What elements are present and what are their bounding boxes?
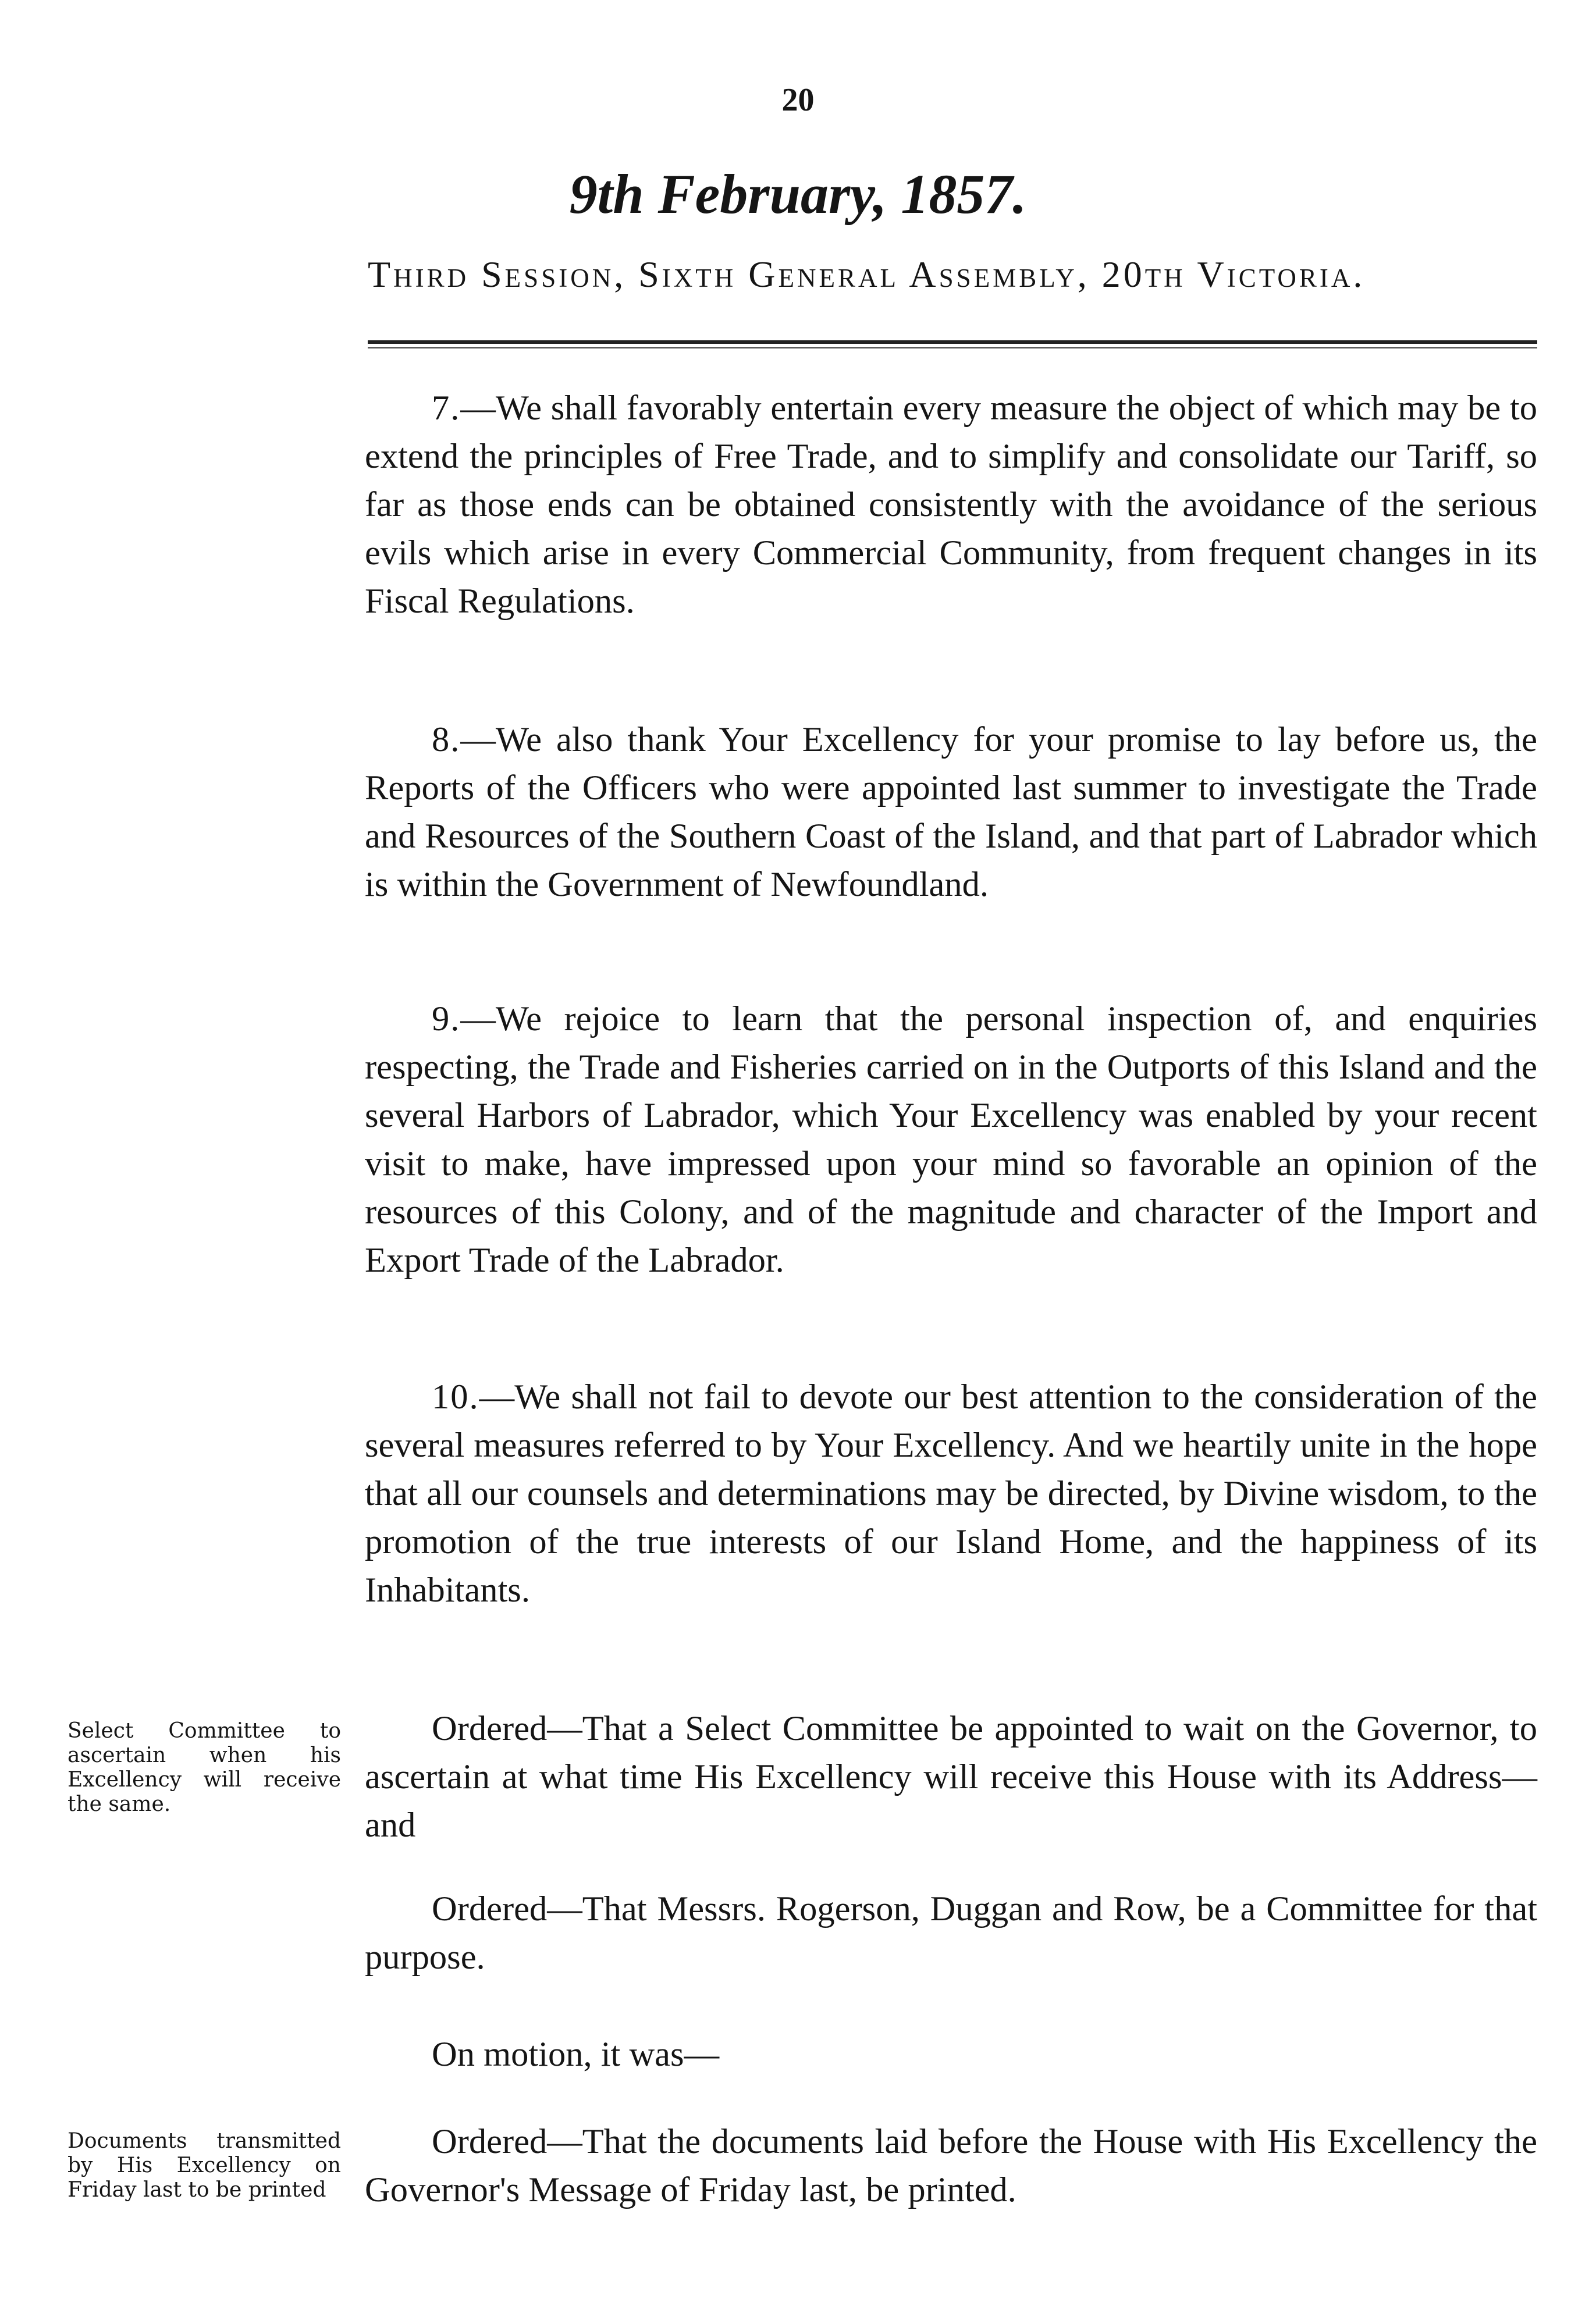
paragraph-text: —We also thank Your Excellency for your promise to lay before us, the Reports of the Officers who were appointed last summer to investigate the Trade and Resources of the Southern Coast of the Island, and that part of Labrador which is within the Government of Newfoundland.	[365, 720, 1537, 904]
paragraph-number: 10.	[432, 1378, 479, 1417]
paragraph-8	[365, 716, 1537, 909]
margin-note-select-committee: Select Committee to ascertain when his Excellency will receive the same.	[67, 1719, 341, 1816]
order-committee-members: Ordered—That Messrs. Rogerson, Duggan and Row, be a Committee for that purpose.	[365, 1889, 1537, 1977]
paragraph-text: —We rejoice to learn that the personal inspection of, and enquiries respecting, the Trade and Fisheries carried on in the Outports of this Island and the several Harbors of Labrador, which Your Excellency was enabled by your recent visit to make, have impressed upon your mind so favorable an opinion of the resources of this Colony, and of the magnitude and character of the Import and Export Trade of the Labrador.	[365, 999, 1537, 1280]
header-rule-thick	[368, 340, 1537, 344]
header-rule-thin	[368, 347, 1537, 348]
paragraph-number: 7.	[432, 389, 461, 428]
on-motion: On motion, it was—	[432, 2035, 720, 2074]
session-line: Third Session, Sixth General Assembly, 20th Victoria.	[368, 254, 1366, 295]
order-documents-printed: Ordered—That the documents laid before the House with His Excellency the Governor's Message of Friday last, be printed.	[365, 2122, 1537, 2209]
paragraph-10	[365, 1373, 1537, 1614]
paragraph-9	[365, 995, 1537, 1284]
page-number: 20	[781, 82, 815, 118]
paragraph-number: 9.	[432, 999, 461, 1038]
paragraph-7	[365, 384, 1537, 625]
date-heading: 9th February, 1857.	[569, 163, 1027, 225]
margin-note-documents: Documents transmitted by His Excellency on Friday last to be printed	[67, 2129, 341, 2202]
paragraph-text: —We shall favorably entertain every measure the object of which may be to extend the principles of Free Trade, and to simplify and consolidate our Tariff, so far as those ends can be obtained consistently with the avoidance of the serious evils which arise in every Commercial Community, from frequent changes in its Fiscal Regulations.	[365, 389, 1537, 621]
paragraph-number: 8.	[432, 720, 461, 759]
order-select-committee: Ordered—That a Select Committee be appointed to wait on the Governor, to ascertain at what time His Excellency will receive this House with its Address—and	[365, 1709, 1537, 1845]
paragraph-text: —We shall not fail to devote our best attention to the consideration of the several measures referred to by Your Excellency. And we heartily unite in the hope that all our counsels and determinations may be directed, by Divine wisdom, to the promotion of the true interests of our Island Home, and the happiness of its Inhabitants.	[365, 1378, 1537, 1610]
